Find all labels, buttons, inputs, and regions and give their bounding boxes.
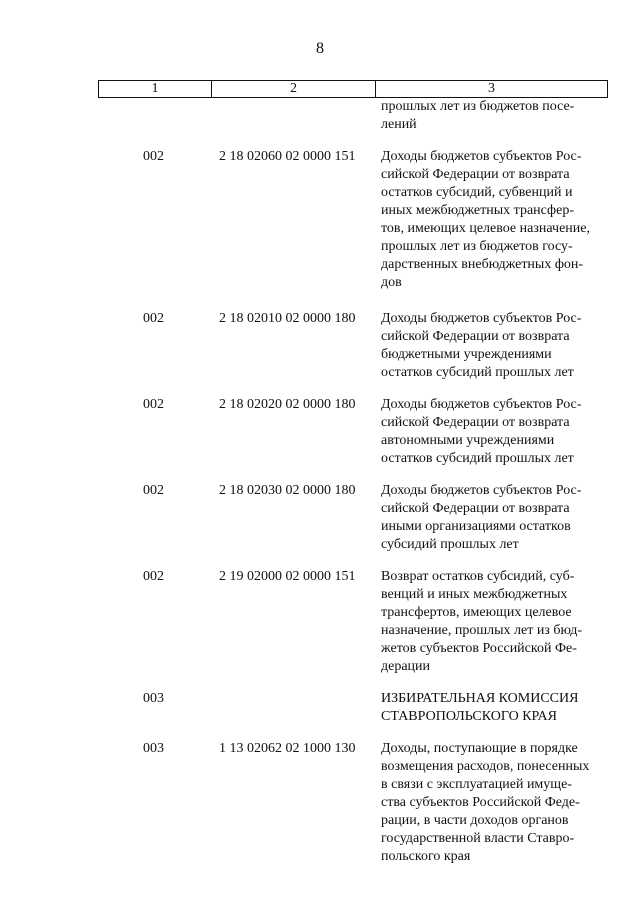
row-code: 002 [143,569,164,584]
table-row [0,482,640,568]
table-body [0,98,640,870]
row-kbk: 2 18 02010 02 0000 180 [219,311,356,326]
page-number: 8 [316,40,324,57]
row-description: Возврат остатков субсидий, суб- венций и иных межбюджетных трансфертов, имеющих целевое назначение, прошлых лет из бюд- жетов субъектов Российской Фе- дерации [381,569,582,674]
row-kbk: 2 18 02030 02 0000 180 [219,483,356,498]
row-description: Доходы бюджетов субъектов Рос- сийской Федерации от возврата иными организациями остатков субсидий прошлых лет [381,483,582,552]
row-code: 003 [143,741,164,756]
row-kbk: 2 19 02000 02 0000 151 [219,569,356,584]
table-row [0,568,640,690]
table-header [98,80,608,98]
row-description: Доходы бюджетов субъектов Рос- сийской Федерации от возврата остатков субсидий, субвенций и иных межбюджетных трансфер- тов, имеющих целевое назначение, прошлых лет из бюджетов госу- дарственных внебюджетных фон- дов [381,149,590,290]
header-col-3: 3 [488,81,495,96]
table-row [0,310,640,396]
row-code: 002 [143,149,164,164]
header-col-1: 1 [99,81,212,97]
table-row [0,396,640,482]
row-code: 002 [143,397,164,412]
row-kbk: 2 18 02060 02 0000 151 [219,149,356,164]
header-col-2: 2 [212,81,376,97]
row-kbk: 2 18 02020 02 0000 180 [219,397,356,412]
table-row [0,98,640,148]
row-description: Доходы, поступающие в порядке возмещения расходов, понесенных в связи с эксплуатацией имуще- ства субъектов Российской Феде- рации, в части доходов органов государственной власти Ставро- польского края [381,741,590,864]
row-code: 002 [143,483,164,498]
row-kbk: 1 13 02062 02 1000 130 [219,741,356,756]
row-code: 002 [143,311,164,326]
row-description: Доходы бюджетов субъектов Рос- сийской Федерации от возврата бюджетными учреждениями остатков субсидий прошлых лет [381,311,582,380]
row-description: Доходы бюджетов субъектов Рос- сийской Федерации от возврата автономными учреждениями остатков субсидий прошлых лет [381,397,582,466]
table-row [0,148,640,310]
table-row [0,690,640,740]
table-row [0,740,640,870]
row-description: ИЗБИРАТЕЛЬНАЯ КОМИССИЯ СТАВРОПОЛЬСКОГО КРАЯ [381,691,579,724]
row-description: прошлых лет из бюджетов посе- лений [381,99,575,132]
row-code: 003 [143,691,164,706]
